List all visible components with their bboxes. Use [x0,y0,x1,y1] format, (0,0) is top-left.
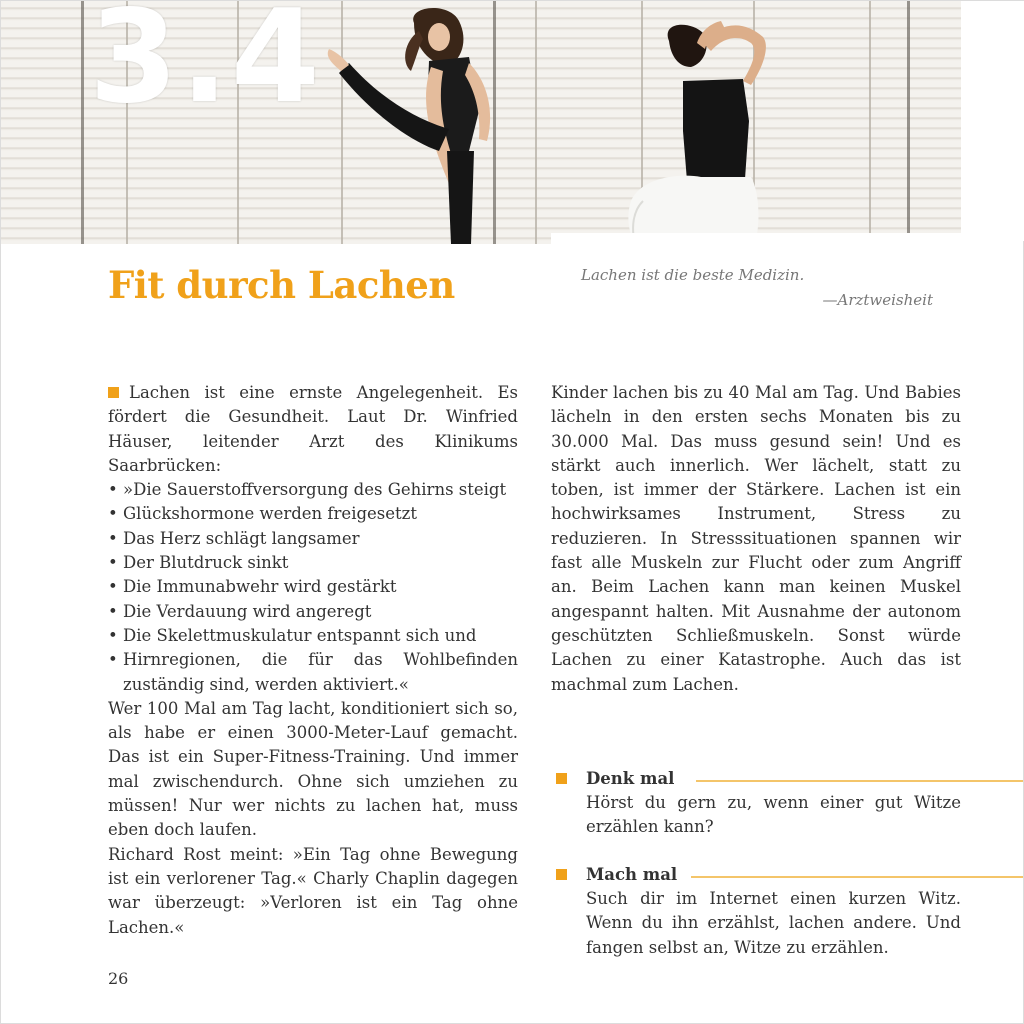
list-item: • Glückshormone werden freigesetzt [108,502,518,526]
motto-quote [581,263,933,313]
denk-mal-label: Denk mal [586,769,675,788]
quotes-paragraph: Richard Rost meint: »Ein Tag ohne Bewegung ist ein verlorener Tag.« Charly Chaplin dagegen war überzeugt: »Verloren ist ein Tag ohne Lachen.« [108,844,518,937]
header-photo [1,1,961,244]
mach-mal-box [551,863,961,960]
blind-cord [535,1,537,244]
left-column [108,381,518,940]
header-notch [551,233,971,247]
quote-source: —Arztweisheit [822,291,933,309]
blind-cord [907,1,910,244]
list-item: • Das Herz schlägt langsamer [108,527,518,551]
dancer-kicking-image [319,1,529,244]
section-marker-icon [108,387,119,398]
children-paragraph: Kinder lachen bis zu 40 Mal am Tag. Und Babies lächeln in den ersten sechs Monaten bis zu 30.000 Mal. Das muss gesund sein! Und es stärkt auch innerlich. Wer lächelt, statt zu toben, ist immer der Stärkere. Lachen ist ein hochwirksames Instrument, Stress zu reduzieren. In Stresssituationen spannen wir fast alle Muskeln zur Flucht oder zum Angriff an. Beim Lachen kann man keinen Muskel angespannt halten. Mit Ausnahme der autonom geschützten Schließmuskeln. Sonst würde Lachen zu einer Katastrophe. Auch das ist machmal zum Lachen. [551,383,961,694]
intro-text: Lachen ist eine ernste Angelegenheit. Es fördert die Gesundheit. Laut Dr. Winfried Häuser, leitender Arzt des Klinikums Saarbrücken: [108,383,518,475]
list-item: • Die Skelettmuskulatur entspannt sich und [108,624,518,648]
list-item: • Der Blutdruck sinkt [108,551,518,575]
blind-cord [81,1,84,244]
mach-mal-text: Such dir im Internet einen kurzen Witz. Wenn du ihn erzählst, lachen andere. Und fangen selbst an, Witze zu erzählen. [586,889,961,957]
health-effects-list [108,478,518,697]
page-title: Fit durch Lachen [108,263,455,307]
section-marker-icon [556,869,567,880]
section-marker-icon [556,773,567,784]
mach-mal-header [551,863,961,887]
right-column [551,381,961,697]
divider [696,780,1023,782]
denk-mal-text: Hörst du gern zu, wenn einer gut Witze erzählen kann? [586,793,961,837]
list-item: • Die Verdauung wird angeregt [108,600,518,624]
blind-cord [869,1,871,244]
header-margin [961,1,1024,241]
divider [691,876,1023,878]
chapter-number: 3.4 [89,1,322,132]
fitness-paragraph: Wer 100 Mal am Tag lacht, konditioniert sich so, als habe er einen 3000-Meter-Lauf gemacht. Das ist ein Super-Fitness-Training. Und immer mal zwischendurch. Ohne sich umziehen zu müssen! Nur wer nichts zu lachen hat, muss eben doch laufen. [108,698,518,840]
dancer-crouching-image [621,1,791,244]
denk-mal-header [551,767,961,791]
list-item: • »Die Sauerstoffversorgung des Gehirns steigt [108,478,518,502]
list-item: • Die Immunabwehr wird gestärkt [108,575,518,599]
page-number: 26 [108,969,129,988]
quote-text: Lachen ist die beste Medizin. [581,266,805,284]
list-item: • Hirnregionen, die für das Wohlbefinden zuständig sind, werden aktiviert.« [108,648,518,697]
mach-mal-label: Mach mal [586,865,678,884]
denk-mal-box [551,767,961,840]
intro-paragraph [108,381,518,478]
